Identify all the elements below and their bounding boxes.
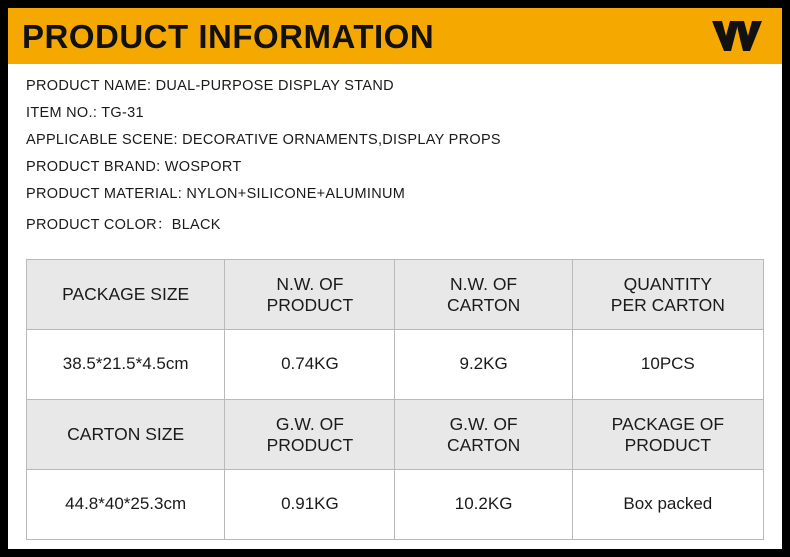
spec-product-name: PRODUCT NAME: DUAL-PURPOSE DISPLAY STAND <box>26 78 394 94</box>
cell-line: N.W. OF <box>276 273 344 294</box>
table-cell-nw-carton-header <box>395 260 572 330</box>
table-cell-gw-carton-value <box>395 470 572 540</box>
table-cell-carton-size-value <box>27 470 225 540</box>
table-row <box>27 400 764 470</box>
cell-line: PER CARTON <box>610 294 725 315</box>
specification-list <box>8 64 782 251</box>
cell-line: 10PCS <box>640 354 695 374</box>
table-cell-nw-product-value <box>225 330 395 400</box>
packaging-table-wrap <box>8 251 782 540</box>
cell-line: PRODUCT <box>266 294 354 315</box>
table-cell-package-of-product-header <box>572 400 763 470</box>
spec-item-no: ITEM NO.: TG-31 <box>26 105 144 121</box>
cell-line: PRODUCT <box>266 434 354 455</box>
page-title: PRODUCT INFORMATION <box>22 17 435 55</box>
table-cell-package-of-product-value <box>572 470 763 540</box>
spec-product-brand: PRODUCT BRAND: WOSPORT <box>26 159 242 175</box>
packaging-table <box>26 259 764 540</box>
cell-line: PACKAGE OF <box>611 413 725 434</box>
cell-line: 10.2KG <box>454 494 513 514</box>
cell-line: PRODUCT <box>624 434 712 455</box>
cell-line: CARTON <box>446 434 521 455</box>
cell-line: QUANTITY <box>623 273 713 294</box>
table-cell-nw-product-header <box>225 260 395 330</box>
cell-line: 38.5*21.5*4.5cm <box>62 354 189 374</box>
cell-line: 44.8*40*25.3cm <box>65 494 187 514</box>
spec-product-material: PRODUCT MATERIAL: NYLON+SILICONE+ALUMINUM <box>26 186 406 202</box>
table-cell-gw-product-header <box>225 400 395 470</box>
table-cell-package-size-header <box>27 260 225 330</box>
table-cell-carton-size-header <box>27 400 225 470</box>
table-cell-gw-product-value <box>225 470 395 540</box>
cell-line: 0.91KG <box>281 494 339 514</box>
table-row <box>27 260 764 330</box>
cell-line: PACKAGE SIZE <box>62 284 190 305</box>
spec-applicable-scene: APPLICABLE SCENE: DECORATIVE ORNAMENTS,DISPLAY PROPS <box>26 132 501 148</box>
cell-line: G.W. OF <box>275 413 344 434</box>
table-cell-quantity-per-carton-value <box>572 330 763 400</box>
table-cell-package-size-value <box>27 330 225 400</box>
cell-line: 9.2KG <box>459 354 508 374</box>
wosport-logo-icon <box>710 19 764 53</box>
table-cell-gw-carton-header <box>395 400 572 470</box>
spec-product-color: PRODUCT COLOR：BLACK <box>26 217 221 233</box>
table-row <box>27 330 764 400</box>
cell-line: N.W. OF <box>450 273 518 294</box>
table-row <box>27 470 764 540</box>
cell-line: 0.74KG <box>281 354 339 374</box>
page-header <box>8 8 782 64</box>
table-cell-quantity-per-carton-header <box>572 260 763 330</box>
table-cell-nw-carton-value <box>395 330 572 400</box>
cell-line: G.W. OF <box>449 413 518 434</box>
cell-line: CARTON SIZE <box>67 424 185 445</box>
cell-line: Box packed <box>623 494 713 514</box>
cell-line: CARTON <box>446 294 521 315</box>
